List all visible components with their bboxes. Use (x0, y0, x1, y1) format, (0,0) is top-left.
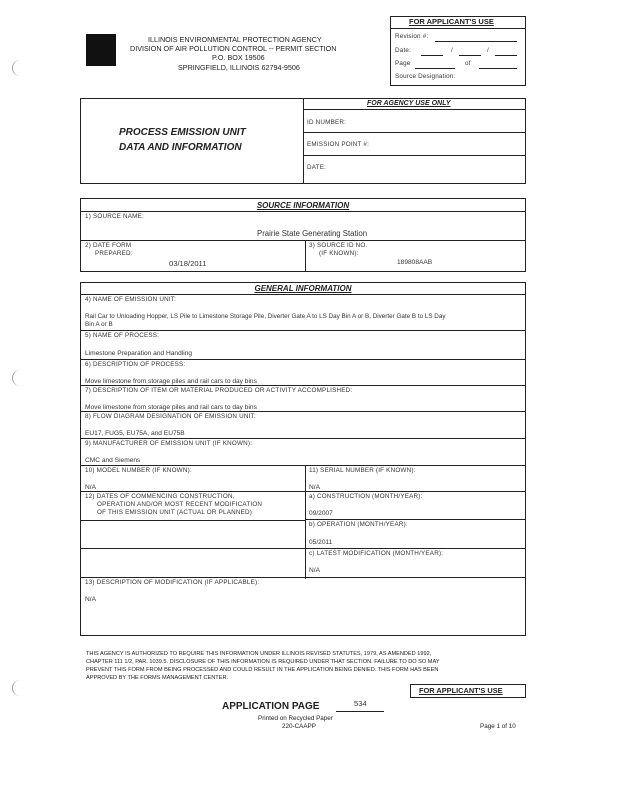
agency-logo (86, 34, 116, 66)
manufacturer-value: CMC and Siemens (85, 457, 141, 464)
page-of-indicator: Page 1 of 10 (480, 723, 516, 730)
agency-use-title: FOR AGENCY USE ONLY (367, 100, 451, 107)
general-info-header: GENERAL INFORMATION (254, 284, 352, 293)
emission-unit-name-value: Rail Car to Unloading Hopper, LS Pile to Limestone Storage Pile, Diverter Gate A to LS Day Bin A or B, Diverter Gate B to LS Day (85, 313, 446, 320)
date-field-day[interactable] (459, 55, 481, 56)
source-info-header: SOURCE INFORMATION (256, 201, 350, 210)
dates-label-3: OF THIS EMISSION UNIT (ACTUAL OR PLANNED) (97, 509, 253, 516)
flow-diagram-value: EU17, FUG5, EU75A, and EU75B (85, 430, 185, 437)
notice-line-3: PREVENT THIS FORM FROM BEING PROCESSED AND COULD RESULT IN THE APPLICATION BEING DENIED. THIS FORM HAS BEEN (86, 667, 439, 673)
process-name-label: 5) NAME OF PROCESS: (85, 332, 160, 339)
notice-line-2: CHAPTER 111 1/2, PAR. 1039.5. DISCLOSURE OF THIS INFORMATION IS REQUIRED UNDER THAT SECTION. FAILURE TO DO SO MAY (86, 659, 440, 665)
of-label: of (465, 60, 471, 67)
date-separator: / (451, 47, 453, 54)
source-id-label: 3) SOURCE ID NO. (309, 242, 368, 249)
latest-modification-value: N/A (309, 567, 320, 574)
model-number-value: N/A (85, 484, 96, 491)
modification-description-value: N/A (85, 596, 96, 603)
application-page-value: 534 (354, 699, 367, 708)
hole-punch-mark (12, 680, 22, 696)
title-block (80, 98, 526, 184)
flow-diagram-label: 8) FLOW DIAGRAM DESIGNATION OF EMISSION UNIT: (85, 413, 256, 420)
date-field-year[interactable] (495, 55, 517, 56)
revision-label: Revision #: (395, 33, 429, 40)
application-page-field (336, 711, 384, 712)
id-number-label: ID NUMBER: (307, 119, 347, 126)
applicant-use-box (390, 16, 526, 86)
operation-date-label: b) OPERATION (MONTH/YEAR): (309, 521, 408, 528)
notice-line-4: APPROVED BY THE FORMS MANAGEMENT CENTER. (86, 675, 229, 681)
latest-modification-label: c) LATEST MODIFICATION (MONTH/YEAR): (309, 550, 444, 557)
dates-label: 12) DATES OF COMMENCING CONSTRUCTION, (85, 493, 235, 500)
emission-unit-name-value-2: Bin A or B (85, 321, 113, 328)
applicant-use-title: FOR APPLICANT'S USE (409, 17, 494, 26)
page-label: Page (395, 60, 411, 67)
source-designation-label: Source Designation: (395, 73, 456, 80)
date-label: Date: (395, 47, 412, 54)
hole-punch-mark (12, 60, 22, 76)
applicants-use-footer-box (410, 684, 526, 698)
source-name-label: 1) SOURCE NAME: (85, 213, 144, 220)
source-information-section (80, 198, 526, 272)
agency-city: SPRINGFIELD, ILLINOIS 62794-9506 (178, 63, 300, 72)
serial-number-value: N/A (309, 484, 320, 491)
page-field[interactable] (415, 68, 455, 69)
source-id-label-2: (IF KNOWN): (319, 250, 359, 257)
page-total-field[interactable] (479, 68, 517, 69)
date-separator: / (487, 47, 489, 54)
manufacturer-label: 9) MANUFACTURER OF EMISSION UNIT (IF KNOWN): (85, 440, 253, 447)
agency-date-label: DATE: (307, 164, 327, 171)
form-title-line2: DATA AND INFORMATION (119, 142, 242, 153)
date-form-label: 2) DATE FORM (85, 242, 132, 249)
application-page-label: APPLICATION PAGE (222, 701, 320, 712)
notice-line-1: THIS AGENCY IS AUTHORIZED TO REQUIRE THIS INFORMATION UNDER ILLINOIS REVISED STATUTES, 1979, AS AMENDED 1992, (86, 651, 432, 657)
construction-date-value: 09/2007 (309, 510, 333, 517)
date-form-label-2: PREPARED: (95, 250, 133, 257)
dates-label-2: OPERATION AND/OR MOST RECENT MODIFICATION (97, 501, 263, 508)
date-field-month[interactable] (421, 55, 443, 56)
hole-punch-mark (12, 370, 22, 386)
date-form-value: 03/18/2011 (169, 259, 207, 268)
agency-name: ILLINOIS ENVIRONMENTAL PROTECTION AGENCY (148, 35, 322, 44)
form-code: 220-CAAPP (282, 723, 316, 730)
process-name-value: Limestone Preparation and Handling (85, 350, 193, 357)
construction-date-label: a) CONSTRUCTION (MONTH/YEAR): (309, 493, 423, 500)
item-description-label: 7) DESCRIPTION OF ITEM OR MATERIAL PRODUCED OR ACTIVITY ACCOMPLISHED: (85, 387, 353, 394)
form-title-line1: PROCESS EMISSION UNIT (119, 127, 246, 138)
model-number-label: 10) MODEL NUMBER (IF KNOWN): (85, 467, 192, 474)
emission-unit-name-label: 4) NAME OF EMISSION UNIT: (85, 296, 177, 303)
applicants-use-footer-title: FOR APPLICANT'S USE (419, 686, 503, 695)
revision-field[interactable] (435, 41, 517, 42)
general-information-section (80, 282, 526, 636)
emission-point-label: EMISSION POINT #: (307, 141, 370, 148)
process-description-label: 6) DESCRIPTION OF PROCESS: (85, 361, 186, 368)
operation-date-value: 05/2011 (309, 539, 333, 546)
process-description-value: Move limestone from storage piles and rail cars to day bins (85, 378, 257, 385)
agency-division: DIVISION OF AIR POLLUTION CONTROL -- PERMIT SECTION (130, 44, 337, 53)
item-description-value: Move limestone from storage piles and rail cars to day bins (85, 404, 257, 411)
recycled-paper-note: Printed on Recycled Paper (258, 715, 333, 722)
agency-po-box: P.O. BOX 19506 (212, 53, 265, 62)
source-name-value: Prairie State Generating Station (257, 229, 368, 238)
source-id-value: 189808AAB (397, 259, 433, 266)
modification-description-label: 13) DESCRIPTION OF MODIFICATION (IF APPLICABLE): (85, 579, 260, 586)
serial-number-label: 11) SERIAL NUMBER (IF KNOWN): (309, 467, 416, 474)
